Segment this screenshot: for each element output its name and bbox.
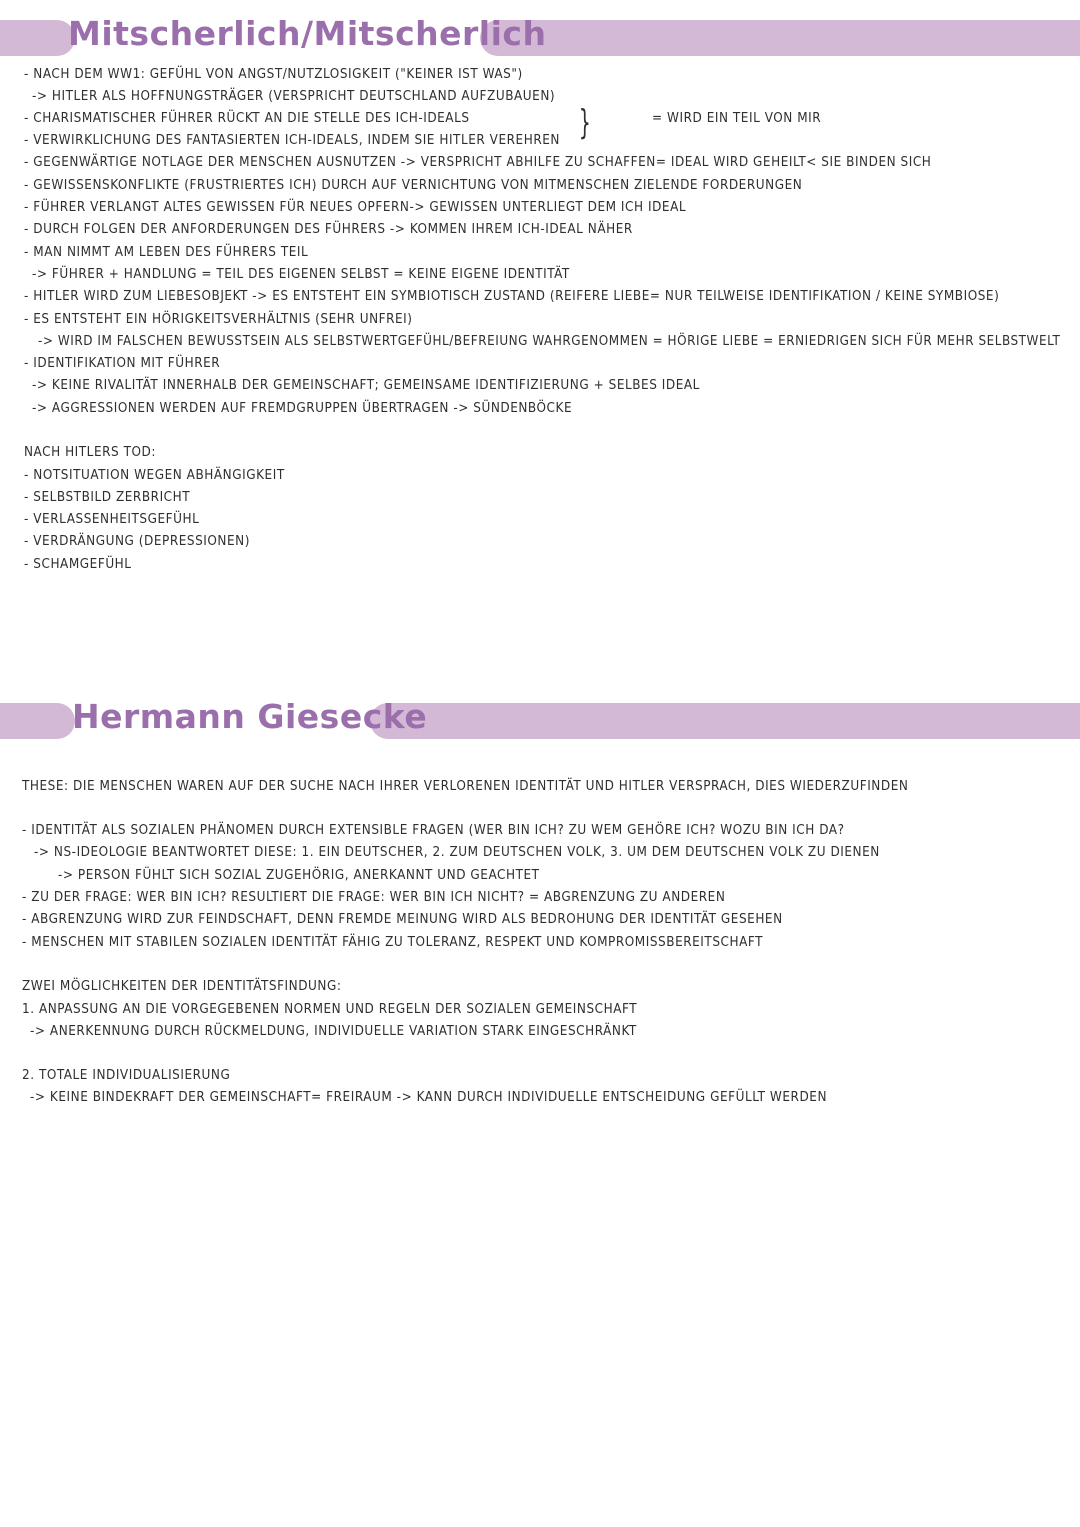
text-line: - FÜHRER VERLANGT ALTES GEWISSEN FÜR NEUES OPFERN-> GEWISSEN UNTERLIEGT DEM ICH IDEAL [24,200,687,215]
text-line: - ABGRENZUNG WIRD ZUR FEINDSCHAFT, DENN FREMDE MEINUNG WIRD ALS BEDROHUNG DER IDENTITÄT GESEHEN [22,912,783,927]
text-line: - NOTSITUATION WEGEN ABHÄNGIGKEIT [24,468,285,483]
text-line: -> NS-IDEOLOGIE BEANTWORTET DIESE: 1. EIN DEUTSCHER, 2. ZUM DEUTSCHEN VOLK, 3. UM DEM DEUTSCHEN VOLK ZU DIENEN [34,845,880,860]
text-line: - IDENTIFIKATION MIT FÜHRER [24,356,221,371]
text-line: - IDENTITÄT ALS SOZIALEN PHÄNOMEN DURCH EXTENSIBLE FRAGEN (WER BIN ICH? ZU WEM GEHÖRE ICH? WOZU BIN ICH DA? [22,823,845,838]
text-line: - CHARISMATISCHER FÜHRER RÜCKT AN DIE STELLE DES ICH-IDEALS [24,111,470,126]
text-line: - VERDRÄNGUNG (DEPRESSIONEN) [24,534,250,549]
text-line: - SELBSTBILD ZERBRICHT [24,490,191,505]
text-line: -> WIRD IM FALSCHEN BEWUSSTSEIN ALS SELBSTWERTGEFÜHL/BEFREIUNG WAHRGENOMMEN = HÖRIGE LIEBE = ERNIEDRIGEN SICH FÜR MEHR SELBSTWELT [38,334,1061,349]
heading-bar-right [480,20,1080,56]
text-line: -> PERSON FÜHLT SICH SOZIAL ZUGEHÖRIG, ANERKANNT UND GEACHTET [58,868,540,883]
text-line: - MENSCHEN MIT STABILEN SOZIALEN IDENTITÄT FÄHIG ZU TOLERANZ, RESPEKT UND KOMPROMISSBEREITSCHAFT [22,935,764,950]
brace-symbol: } [578,103,591,143]
text-line: - SCHAMGEFÜHL [24,557,132,572]
text-line: -> ANERKENNUNG DURCH RÜCKMELDUNG, INDIVIDUELLE VARIATION STARK EINGESCHRÄNKT [30,1024,637,1039]
text-line: - MAN NIMMT AM LEBEN DES FÜHRERS TEIL [24,245,309,260]
text-line: - VERLASSENHEITSGEFÜHL [24,512,200,527]
section-title: Mitscherlich/Mitscherlich [68,14,547,53]
thesis-line: THESE: DIE MENSCHEN WAREN AUF DER SUCHE NACH IHRER VERLORENEN IDENTITÄT UND HITLER VERSPRACH, DIES WIEDERZUFINDEN [22,779,909,794]
text-line: - VERWIRKLICHUNG DES FANTASIERTEN ICH-IDEALS, INDEM SIE HITLER VEREHREN [24,133,560,148]
text-line: - GEGENWÄRTIGE NOTLAGE DER MENSCHEN AUSNUTZEN -> VERSPRICHT ABHILFE ZU SCHAFFEN= IDEAL WIRD GEHEILT< SIE BINDEN SICH [24,155,932,170]
subheading: NACH HITLERS TOD: [24,445,156,460]
text-line: -> KEINE BINDEKRAFT DER GEMEINSCHAFT= FREIRAUM -> KANN DURCH INDIVIDUELLE ENTSCHEIDUNG GEFÜLLT WERDEN [30,1090,828,1105]
subheading: ZWEI MÖGLICHKEITEN DER IDENTITÄTSFINDUNG: [22,979,342,994]
text-line: -> HITLER ALS HOFFNUNGSTRÄGER (VERSPRICHT DEUTSCHLAND AUFZUBAUEN) [32,89,556,104]
heading-bar-left [0,20,75,56]
text-line: -> AGGRESSIONEN WERDEN AUF FREMDGRUPPEN ÜBERTRAGEN -> SÜNDENBÖCKE [32,401,573,416]
text-line: - DURCH FOLGEN DER ANFORDERUNGEN DES FÜHRERS -> KOMMEN IHREM ICH-IDEAL NÄHER [24,222,633,237]
text-line: 2. TOTALE INDIVIDUALISIERUNG [22,1068,231,1083]
heading-bar-left [0,703,75,739]
text-line: - GEWISSENSKONFLIKTE (FRUSTRIERTES ICH) DURCH AUF VERNICHTUNG VON MITMENSCHEN ZIELENDE FORDERUNGEN [24,178,803,193]
section-title: Hermann Giesecke [72,697,428,736]
text-line: -> FÜHRER + HANDLUNG = TEIL DES EIGENEN SELBST = KEINE EIGENE IDENTITÄT [32,267,570,282]
heading-bar [0,697,1080,739]
text-line: - NACH DEM WW1: GEFÜHL VON ANGST/NUTZLOSIGKEIT ("KEINER IST WAS") [24,67,523,82]
brace-note: = WIRD EIN TEIL VON MIR [652,111,822,126]
text-line: - ZU DER FRAGE: WER BIN ICH? RESULTIERT DIE FRAGE: WER BIN ICH NICHT? = ABGRENZUNG ZU ANDEREN [22,890,726,905]
heading-bar-right [370,703,1080,739]
heading-bar [0,14,1080,56]
text-line: - HITLER WIRD ZUM LIEBESOBJEKT -> ES ENTSTEHT EIN SYMBIOTISCH ZUSTAND (REIFERE LIEBE= NUR TEILWEISE IDENTIFIKATION / KEINE SYMBIOSE) [24,289,1000,304]
text-line: - ES ENTSTEHT EIN HÖRIGKEITSVERHÄLTNIS (SEHR UNFREI) [24,312,413,327]
text-line: 1. ANPASSUNG AN DIE VORGEGEBENEN NORMEN UND REGELN DER SOZIALEN GEMEINSCHAFT [22,1002,638,1017]
text-line: -> KEINE RIVALITÄT INNERHALB DER GEMEINSCHAFT; GEMEINSAME IDENTIFIZIERUNG + SELBES IDEAL [32,378,700,393]
